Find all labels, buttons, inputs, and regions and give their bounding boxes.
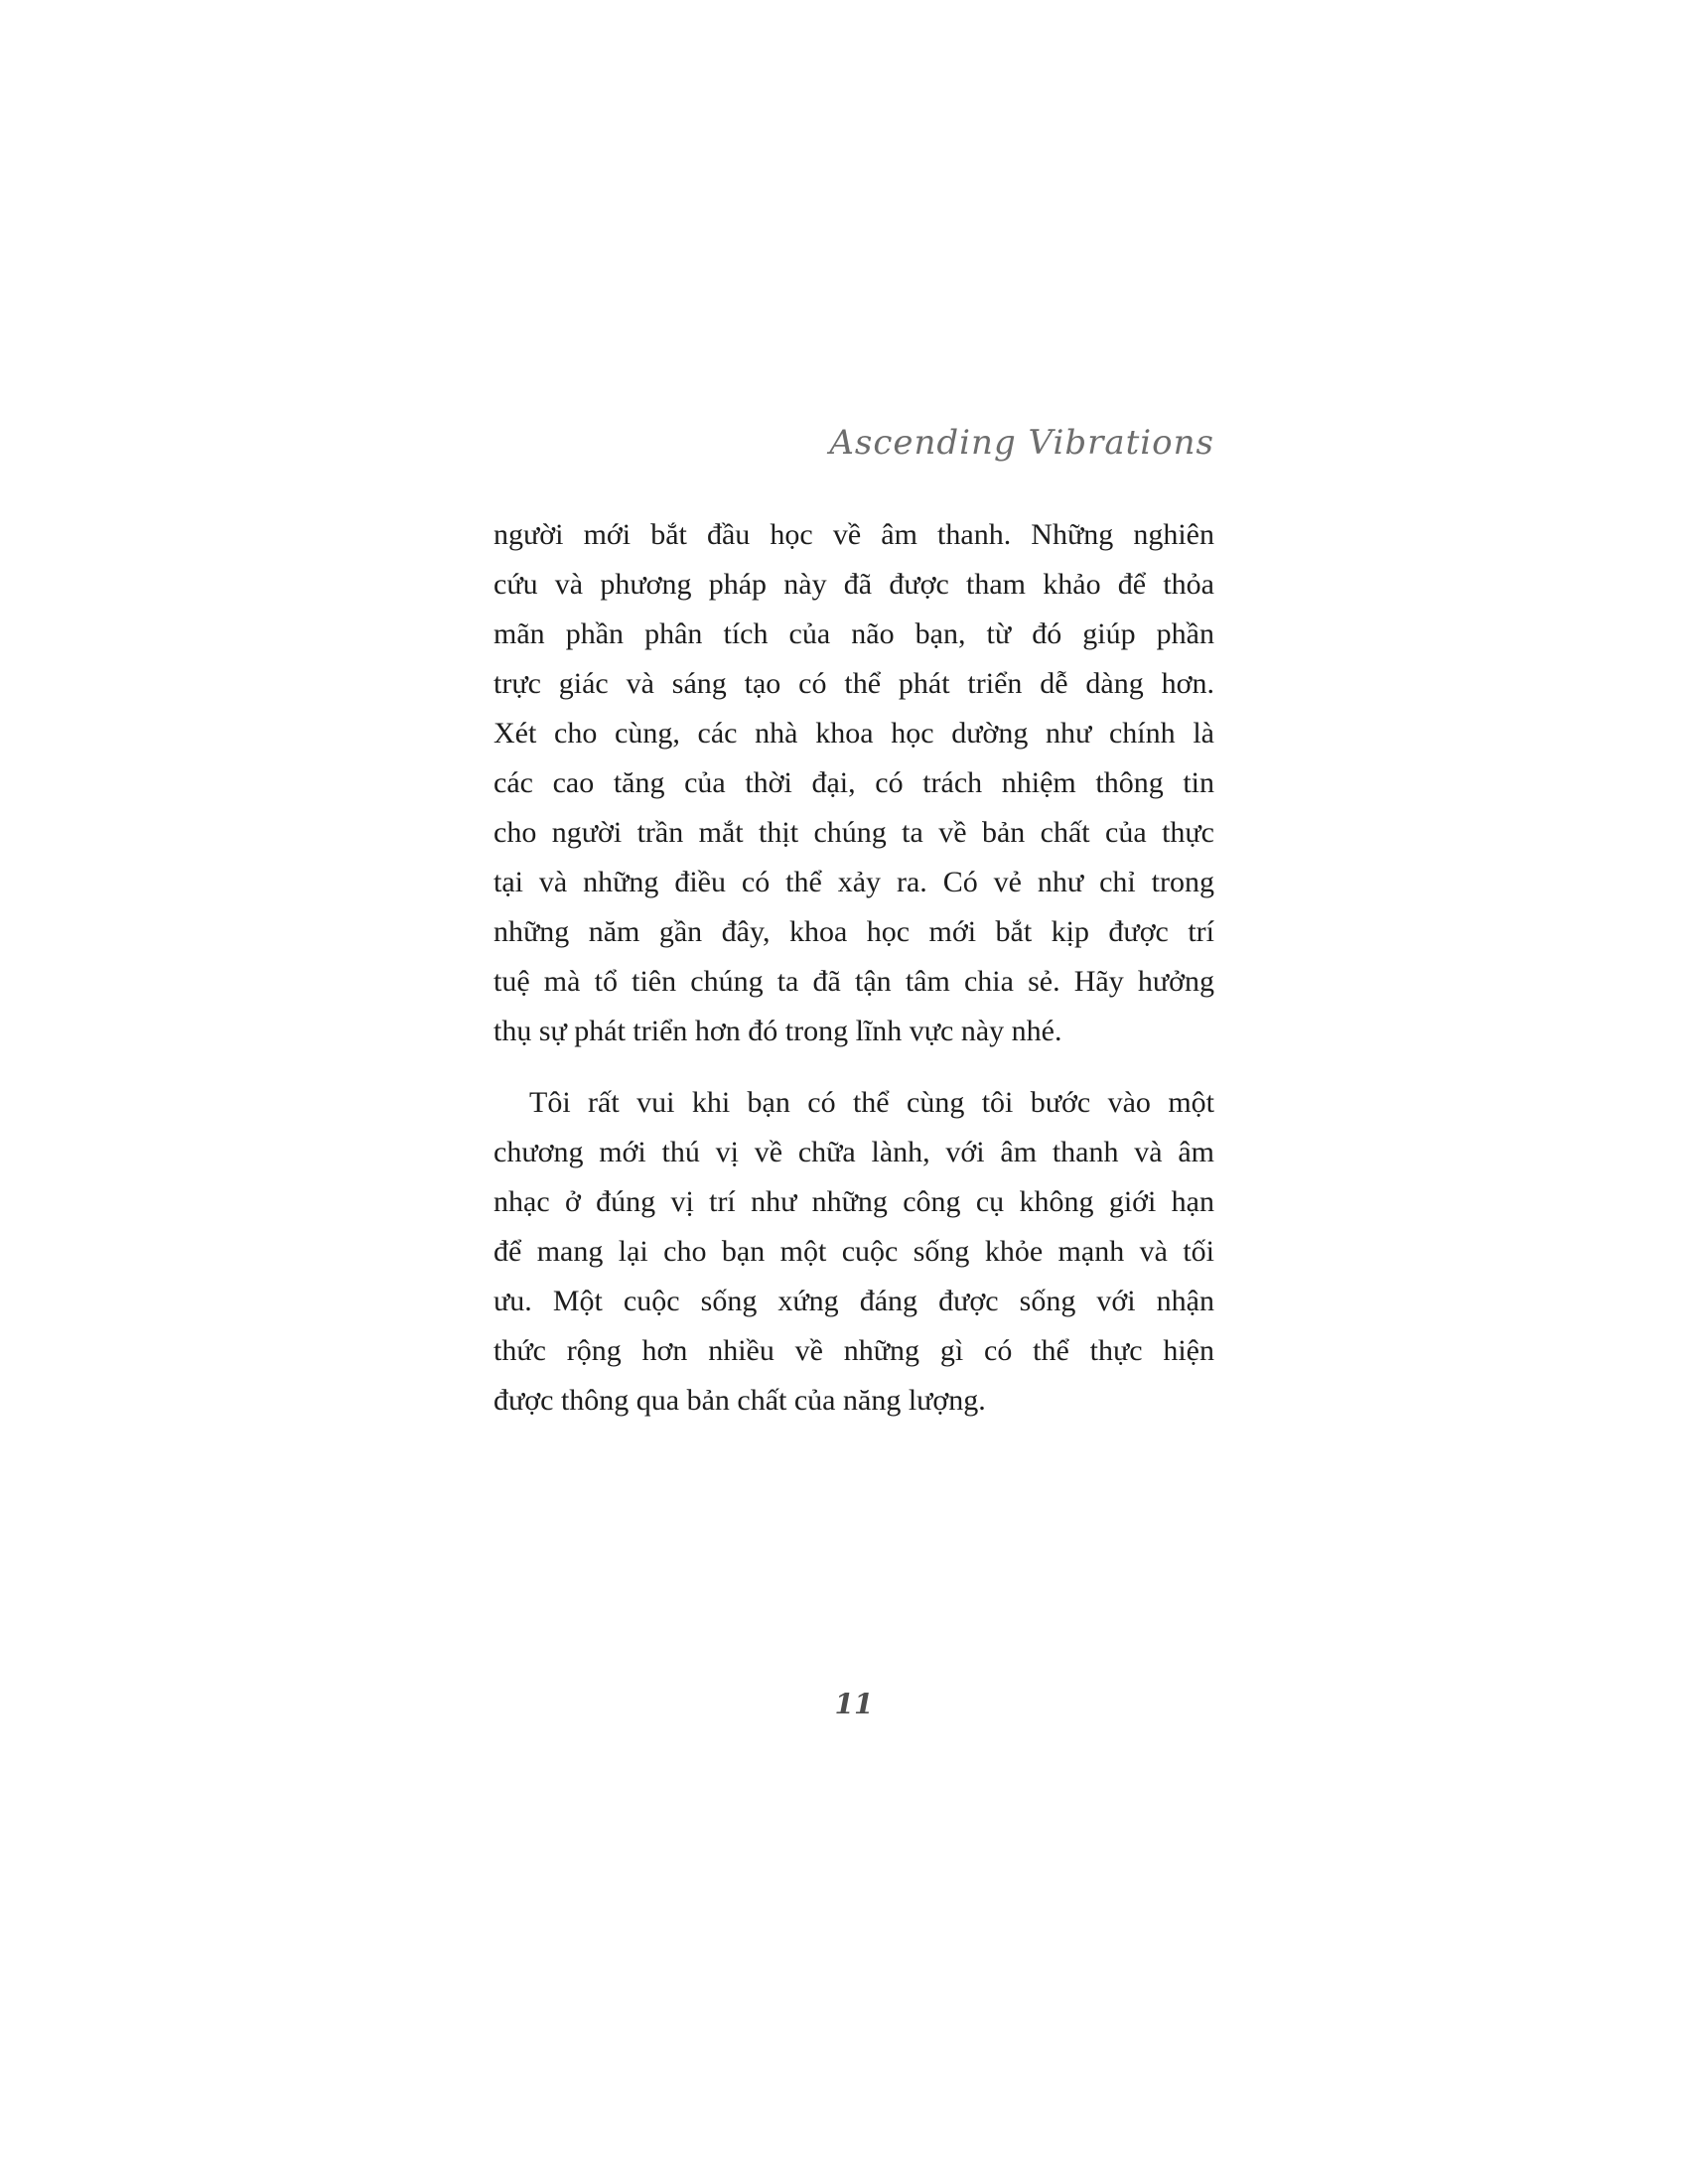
text-block <box>493 510 1214 1426</box>
text-line: được thông qua bản chất của năng lượng. <box>493 1384 986 1417</box>
paragraph <box>493 510 1214 1056</box>
text-line: ưu. Một cuộc sống xứng đáng được sống với nhận <box>493 1285 1214 1317</box>
text-line: tuệ mà tổ tiên chúng ta đã tận tâm chia sẻ. Hãy hưởng <box>493 965 1214 998</box>
text-line: mãn phần phân tích của não bạn, từ đó giúp phần <box>493 617 1214 650</box>
text-line: thức rộng hơn nhiều về những gì có thể thực hiện <box>493 1334 1214 1367</box>
text-line: người mới bắt đầu học về âm thanh. Những nghiên <box>493 518 1214 551</box>
text-line: trực giác và sáng tạo có thể phát triển dễ dàng hơn. <box>493 667 1214 700</box>
text-line: Xét cho cùng, các nhà khoa học dường như chính là <box>493 717 1214 750</box>
text-line: cứu và phương pháp này đã được tham khảo để thỏa <box>493 568 1214 601</box>
text-line: nhạc ở đúng vị trí như những công cụ không giới hạn <box>493 1185 1214 1218</box>
text-line: thụ sự phát triển hơn đó trong lĩnh vực này nhé. <box>493 1015 1062 1047</box>
text-line: các cao tăng của thời đại, có trách nhiệm thông tin <box>493 766 1214 799</box>
text-line: để mang lại cho bạn một cuộc sống khỏe mạnh và tối <box>493 1235 1214 1268</box>
text-line: tại và những điều có thể xảy ra. Có vẻ như chỉ trong <box>493 866 1214 898</box>
text-line: những năm gần đây, khoa học mới bắt kịp được trí <box>493 915 1214 948</box>
text-line: chương mới thú vị về chữa lành, với âm thanh và âm <box>493 1136 1214 1168</box>
page-number: 11 <box>834 1688 874 1720</box>
text-line: Tôi rất vui khi bạn có thể cùng tôi bước vào một <box>529 1086 1214 1119</box>
running-head-title: Ascending Vibrations <box>829 423 1214 463</box>
paragraph <box>493 1078 1214 1426</box>
text-line: cho người trần mắt thịt chúng ta về bản chất của thực <box>493 816 1214 849</box>
